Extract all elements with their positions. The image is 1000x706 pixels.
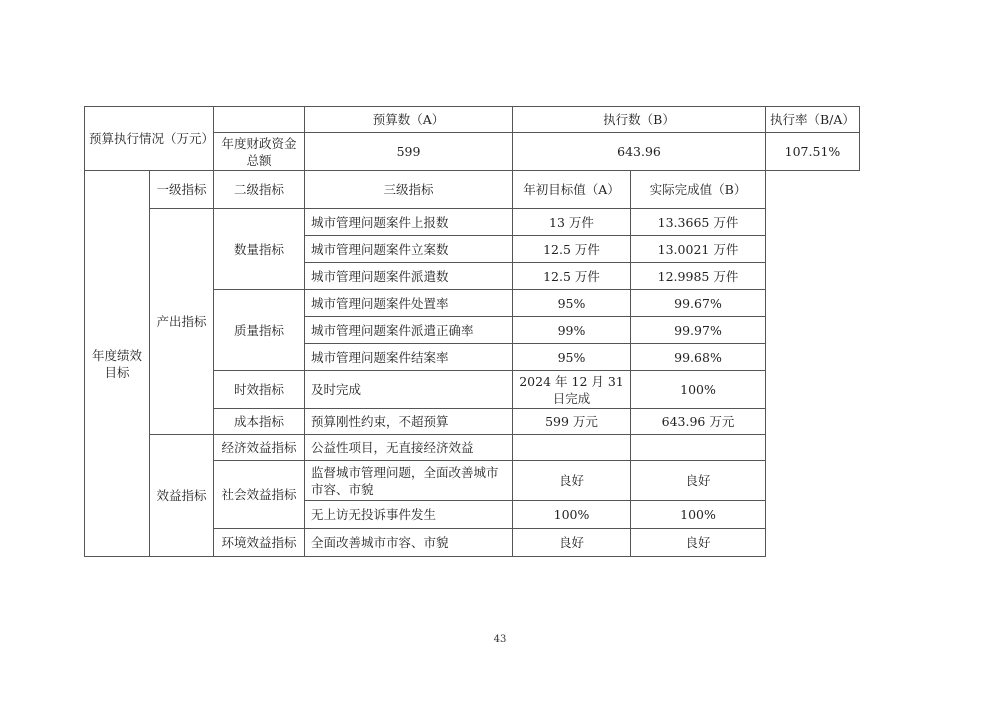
indicator-target: 良好 [513,461,631,501]
indicator-target: 13 万件 [513,209,631,236]
budget-value-rate: 107.51% [766,133,860,171]
goals-section-label: 年度绩效目标 [85,171,150,557]
quality-indicator-label: 质量指标 [214,290,305,371]
quantity-indicator-label: 数量指标 [214,209,305,290]
budget-value-b: 643.96 [513,133,766,171]
indicator-name: 及时完成 [305,371,513,409]
benefit-indicator-label: 效益指标 [150,435,214,557]
budget-header-b: 执行数（B） [513,107,766,133]
indicator-target: 12.5 万件 [513,263,631,290]
budget-empty-cell [214,107,305,133]
indicator-actual: 100% [631,371,766,409]
goals-header-level1: 一级指标 [150,171,214,209]
social-indicator-label: 社会效益指标 [214,461,305,529]
indicator-actual: 13.0021 万件 [631,236,766,263]
budget-item-label: 年度财政资金总额 [214,133,305,171]
indicator-actual: 13.3665 万件 [631,209,766,236]
indicator-actual: 643.96 万元 [631,409,766,435]
budget-value-a: 599 [305,133,513,171]
indicator-name: 城市管理问题案件结案率 [305,344,513,371]
goals-header-actual: 实际完成值（B） [631,171,766,209]
indicator-actual: 100% [631,501,766,529]
performance-table [84,106,860,557]
indicator-target [513,435,631,461]
indicator-name: 全面改善城市市容、市貌 [305,529,513,557]
indicator-name: 预算刚性约束，不超预算 [305,409,513,435]
indicator-name: 无上访无投诉事件发生 [305,501,513,529]
timeliness-indicator-label: 时效指标 [214,371,305,409]
indicator-name: 城市管理问题案件上报数 [305,209,513,236]
page-number: 43 [493,634,507,645]
indicator-name: 城市管理问题案件处置率 [305,290,513,317]
indicator-target: 12.5 万件 [513,236,631,263]
indicator-target: 良好 [513,529,631,557]
indicator-actual: 12.9985 万件 [631,263,766,290]
output-indicator-label: 产出指标 [150,209,214,435]
environmental-indicator-label: 环境效益指标 [214,529,305,557]
economic-indicator-label: 经济效益指标 [214,435,305,461]
goals-header-level2: 二级指标 [214,171,305,209]
goals-header-level3: 三级指标 [305,171,513,209]
indicator-name: 监督城市管理问题，全面改善城市市容、市貌 [305,461,513,501]
indicator-target: 2024 年 12 月 31 日完成 [513,371,631,409]
indicator-name: 城市管理问题案件派遣正确率 [305,317,513,344]
indicator-actual: 99.97% [631,317,766,344]
budget-row-label: 预算执行情况（万元） [85,107,214,171]
indicator-actual: 99.67% [631,290,766,317]
indicator-actual: 良好 [631,529,766,557]
indicator-actual [631,435,766,461]
goals-header-target: 年初目标值（A） [513,171,631,209]
indicator-target: 599 万元 [513,409,631,435]
indicator-actual: 良好 [631,461,766,501]
budget-header-a: 预算数（A） [305,107,513,133]
indicator-target: 95% [513,290,631,317]
indicator-actual: 99.68% [631,344,766,371]
indicator-name: 公益性项目，无直接经济效益 [305,435,513,461]
indicator-name: 城市管理问题案件立案数 [305,236,513,263]
cost-indicator-label: 成本指标 [214,409,305,435]
indicator-name: 城市管理问题案件派遣数 [305,263,513,290]
indicator-target: 95% [513,344,631,371]
indicator-target: 99% [513,317,631,344]
indicator-target: 100% [513,501,631,529]
budget-header-rate: 执行率（B/A） [766,107,860,133]
